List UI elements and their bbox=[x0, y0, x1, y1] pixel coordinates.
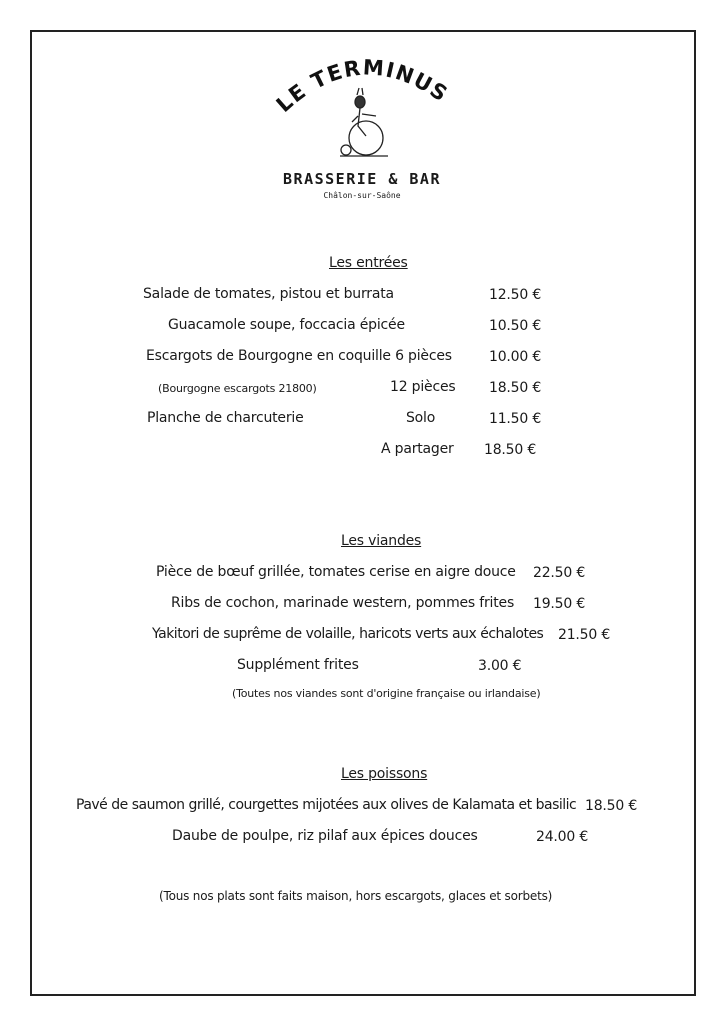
logo-tagline: BRASSERIE & BAR bbox=[283, 170, 441, 188]
logo-city: Châlon-sur-Saône bbox=[323, 191, 401, 200]
menu-item-name: Planche de charcuterie bbox=[147, 410, 304, 426]
section-title-viandes: Les viandes bbox=[341, 533, 422, 549]
menu-item-price: 10.50 € bbox=[489, 318, 542, 334]
menu-item-price: 19.50 € bbox=[533, 596, 586, 612]
menu-item-price: 3.00 € bbox=[478, 658, 522, 674]
menu-item-name: Yakitori de suprême de volaille, haricots verts aux échalotes bbox=[152, 626, 544, 642]
menu-item-name: Guacamole soupe, foccacia épicée bbox=[168, 317, 405, 333]
menu-item-name: Pavé de saumon grillé, courgettes mijotées aux olives de Kalamata et basilic bbox=[76, 797, 577, 813]
menu-item-price: 21.50 € bbox=[558, 627, 611, 643]
menu-item-name: Escargots de Bourgogne en coquille 6 pièces bbox=[146, 348, 452, 364]
footer-note: (Tous nos plats sont faits maison, hors escargots, glaces et sorbets) bbox=[159, 889, 553, 903]
menu-item-price: 24.00 € bbox=[536, 829, 589, 845]
menu-item-name: Daube de poulpe, riz pilaf aux épices douces bbox=[172, 828, 478, 844]
menu-item-option: Solo bbox=[406, 410, 436, 426]
section-title-poissons: Les poissons bbox=[341, 766, 428, 782]
menu-item-price: 22.50 € bbox=[533, 565, 586, 581]
menu-item-price: 10.00 € bbox=[489, 349, 542, 365]
viandes-note: (Toutes nos viandes sont d'origine française ou irlandaise) bbox=[232, 687, 541, 700]
menu-item-name: Pièce de bœuf grillée, tomates cerise en aigre douce bbox=[156, 564, 516, 580]
logo-name: LE TERMINUS bbox=[271, 55, 453, 117]
menu-item-name: Ribs de cochon, marinade western, pommes frites bbox=[171, 595, 515, 611]
menu-item-price: 18.50 € bbox=[484, 442, 537, 458]
menu-item-note: (Bourgogne escargots 21800) bbox=[158, 382, 317, 395]
menu-item-price: 11.50 € bbox=[489, 411, 542, 427]
logo bbox=[260, 40, 460, 165]
penny-farthing-rider-icon bbox=[340, 88, 388, 156]
menu-item-price: 18.50 € bbox=[489, 380, 542, 396]
section-title-entrees: Les entrées bbox=[329, 255, 408, 271]
menu-item-name: Supplément frites bbox=[237, 657, 359, 673]
menu-item-option: 12 pièces bbox=[390, 379, 456, 395]
menu-item-name: Salade de tomates, pistou et burrata bbox=[143, 286, 394, 302]
menu-item-price: 18.50 € bbox=[585, 798, 638, 814]
menu-item-option: A partager bbox=[381, 441, 454, 457]
menu-item-price: 12.50 € bbox=[489, 287, 542, 303]
